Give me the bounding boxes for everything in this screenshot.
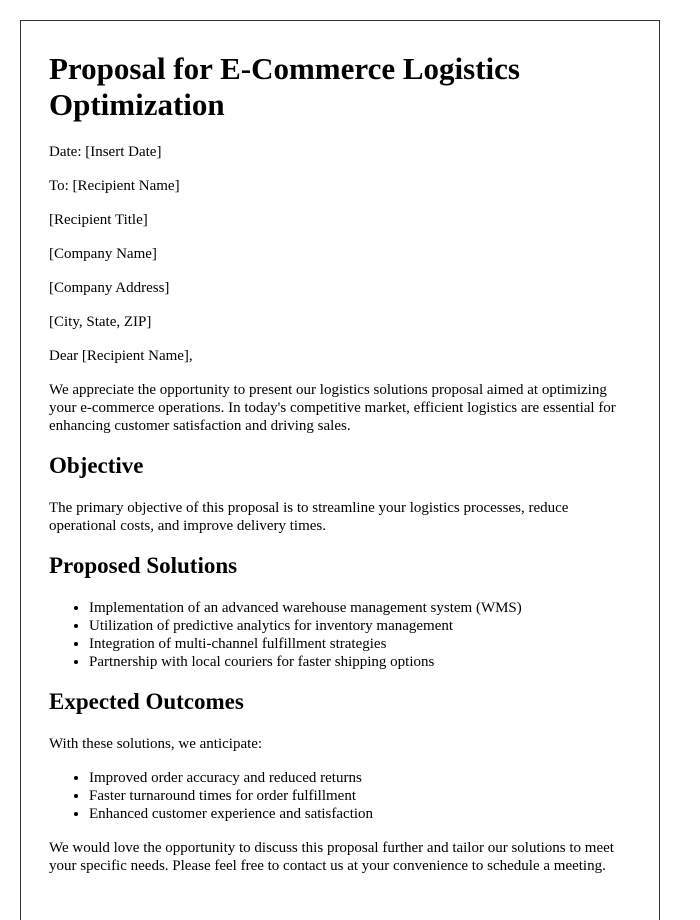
proposed-solutions-heading: Proposed Solutions <box>49 553 238 578</box>
company-address-line: [Company Address] <box>49 280 170 296</box>
salutation: Dear [Recipient Name], <box>49 348 193 364</box>
list-item: • Utilization of predictive analytics for inventory management <box>89 617 631 635</box>
closing-paragraph: We would love the opportunity to discuss this proposal further and tailor our solutions to meet your specific needs. Please feel free to contact us at your convenience to schedule a meeting. <box>49 840 614 874</box>
expected-outcomes-lead: With these solutions, we anticipate: <box>49 736 263 752</box>
list-item: • Enhanced customer experience and satisfaction <box>89 805 631 823</box>
proposed-solutions-list <box>49 599 631 671</box>
document-page <box>20 20 660 920</box>
letter-header <box>49 143 631 365</box>
expected-outcomes-list <box>49 769 631 823</box>
company-name-line: [Company Name] <box>49 246 157 262</box>
city-state-zip-line: [City, State, ZIP] <box>49 314 152 330</box>
recipient-line: To: [Recipient Name] <box>49 178 180 194</box>
objective-text: The primary objective of this proposal is to streamline your logistics processes, reduce operational costs, and improve delivery times. <box>49 500 569 534</box>
list-item: • Improved order accuracy and reduced returns <box>89 769 631 787</box>
date-line: Date: [Insert Date] <box>49 144 162 160</box>
intro-paragraph: We appreciate the opportunity to present our logistics solutions proposal aimed at optimizing your e-commerce operations. In today's competitive market, efficient logistics are essential for enhancing customer satisfaction and driving sales. <box>49 382 616 434</box>
document-title: Proposal for E-Commerce Logistics Optimization <box>49 51 520 122</box>
list-item: • Partnership with local couriers for faster shipping options <box>89 653 631 671</box>
list-item: • Integration of multi-channel fulfillment strategies <box>89 635 631 653</box>
recipient-title-line: [Recipient Title] <box>49 212 148 228</box>
objective-heading: Objective <box>49 453 144 478</box>
list-item: • Implementation of an advanced warehouse management system (WMS) <box>89 599 631 617</box>
expected-outcomes-heading: Expected Outcomes <box>49 689 244 714</box>
list-item: • Faster turnaround times for order fulfillment <box>89 787 631 805</box>
